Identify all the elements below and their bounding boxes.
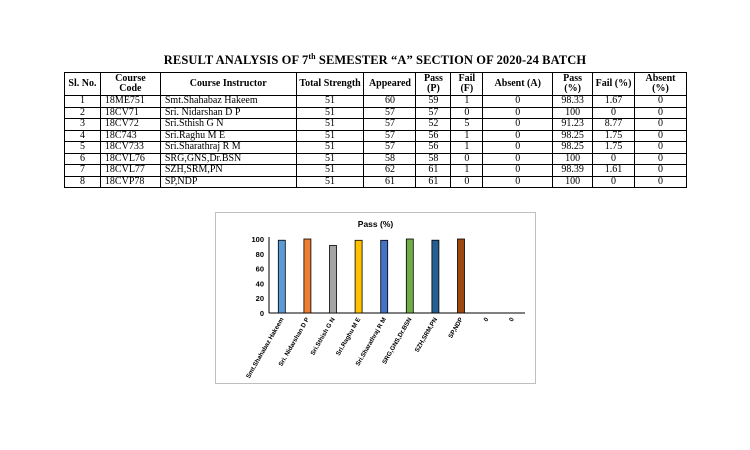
table-cell: 56 [416,142,451,154]
pass-percentage-chart [215,212,536,384]
table-row [65,107,687,119]
table-cell: 1 [451,165,483,177]
table-cell: 2 [65,107,101,119]
page-title: RESULT ANALYSIS OF 7th SEMESTER “A” SECTION OF 2020-24 BATCH [163,52,587,68]
table-cell: Sri.Sthish G N [160,119,296,131]
x-tick-label: SZH,SRM,PN [413,316,440,354]
x-tick-label: Sri.Sharathraj R M [354,316,388,368]
x-tick-label: Smt.Shahabaz Hakeem [244,316,286,380]
table-cell: 1 [451,130,483,142]
table-cell: 8.77 [593,119,635,131]
table-cell: 0 [635,176,687,188]
table-row [65,96,687,108]
table-cell: 0 [635,142,687,154]
table-cell: 0 [483,176,553,188]
table-cell: 0 [593,176,635,188]
table-cell: 51 [296,130,364,142]
table-cell: 1.67 [593,96,635,108]
chart-title: Pass (%) [357,219,394,229]
table-cell: 61 [416,176,451,188]
table-header-row [65,73,687,96]
table-row [65,153,687,165]
result-table [64,72,687,188]
table-cell: 98.25 [553,142,593,154]
table-cell: 61 [416,165,451,177]
table-cell: 60 [364,96,416,108]
table-cell: 18ME751 [100,96,160,108]
table-cell: 18CVL76 [100,153,160,165]
table-cell: 0 [483,96,553,108]
table-cell: 51 [296,119,364,131]
table-cell: 98.39 [553,165,593,177]
table-cell: 51 [296,153,364,165]
column-header: Pass (%) [553,73,593,96]
bar-1 [278,240,285,313]
table-cell: 0 [483,107,553,119]
table-cell: 6 [65,153,101,165]
bar-4 [355,240,362,313]
table-cell: 0 [483,165,553,177]
table-cell: 51 [296,176,364,188]
table-cell: 5 [451,119,483,131]
y-tick-label: 100 [251,235,264,244]
x-tick-label: SP,NDP [447,316,465,340]
chart-plot [216,213,535,383]
table-cell: 58 [364,153,416,165]
bar-8 [458,239,465,313]
table-cell: 62 [364,165,416,177]
table-cell: 7 [65,165,101,177]
table-cell: 1 [65,96,101,108]
table-cell: 0 [635,96,687,108]
table-cell: 57 [364,130,416,142]
table-cell: 100 [553,153,593,165]
table-cell: 1.75 [593,130,635,142]
table-cell: 57 [416,107,451,119]
table-cell: 0 [635,153,687,165]
table-cell: 100 [553,176,593,188]
table-cell: 51 [296,107,364,119]
table-cell: 18CVP78 [100,176,160,188]
table-cell: 59 [416,96,451,108]
column-header: Pass (P) [416,73,451,96]
bar-6 [406,239,413,313]
table-cell: 0 [593,107,635,119]
column-header: Course Instructor [160,73,296,96]
table-row [65,142,687,154]
table-cell: Sri.Raghu M E [160,130,296,142]
table-cell: 3 [65,119,101,131]
table-cell: 58 [416,153,451,165]
table-cell: 0 [635,119,687,131]
table-cell: 1 [451,96,483,108]
table-cell: 0 [483,153,553,165]
table-cell: 18C743 [100,130,160,142]
table-cell: 18CV72 [100,119,160,131]
x-tick-label: 0 [508,316,516,324]
table-cell: Sri.Sharathraj R M [160,142,296,154]
table-cell: 1.75 [593,142,635,154]
x-tick-label: SRG,GNS,Dr.BSN [381,316,414,366]
table-row [65,119,687,131]
column-header: Fail (F) [451,73,483,96]
table-row [65,165,687,177]
table-cell: 51 [296,142,364,154]
table-cell: 56 [416,130,451,142]
bar-7 [432,240,439,313]
table-cell: 5 [65,142,101,154]
table-cell: SZH,SRM,PN [160,165,296,177]
table-cell: 52 [416,119,451,131]
x-tick-label: 0 [482,316,491,324]
bar-3 [330,245,337,313]
y-tick-label: 0 [259,309,264,318]
table-cell: 0 [451,107,483,119]
table-cell: Sri. Nidarshan D P [160,107,296,119]
y-tick-label: 80 [255,249,264,259]
table-cell: SP,NDP [160,176,296,188]
table-cell: 0 [483,119,553,131]
table-row [65,176,687,188]
table-cell: 0 [635,130,687,142]
table-cell: 0 [451,176,483,188]
table-cell: SRG,GNS,Dr.BSN [160,153,296,165]
table-cell: 0 [483,142,553,154]
column-header: Total Strength [296,73,364,96]
y-tick-label: 20 [255,294,264,304]
x-tick-label: Sri.Raghu M E [334,316,363,357]
table-cell: 18CVL77 [100,165,160,177]
table-cell: 0 [635,165,687,177]
table-cell: 51 [296,96,364,108]
bar-5 [381,240,388,313]
column-header: Absent (A) [483,73,553,96]
table-cell: 57 [364,142,416,154]
table-cell: 0 [451,153,483,165]
table-cell: 1.61 [593,165,635,177]
table-cell: 91.23 [553,119,593,131]
x-tick-label: Sri. Nidarshan D P [277,316,312,368]
table-cell: 1 [451,142,483,154]
bar-2 [304,239,311,313]
table-cell: 51 [296,165,364,177]
table-cell: 8 [65,176,101,188]
column-header: Course Code [100,73,160,96]
table-cell: 18CV71 [100,107,160,119]
y-tick-label: 40 [255,279,264,289]
table-cell: 0 [593,153,635,165]
x-tick-label: Sri.Sthish G N [309,316,337,357]
column-header: Fail (%) [593,73,635,96]
y-tick-label: 60 [255,264,264,274]
table-row [65,130,687,142]
table-cell: 57 [364,119,416,131]
table-cell: 98.33 [553,96,593,108]
column-header: Absent (%) [635,73,687,96]
table-cell: 4 [65,130,101,142]
table-cell: 0 [635,107,687,119]
table-cell: 61 [364,176,416,188]
column-header: Sl. No. [65,73,101,96]
table-cell: 57 [364,107,416,119]
table-cell: 0 [483,130,553,142]
column-header: Appeared [364,73,416,96]
table-body [65,96,687,188]
table-cell: Smt.Shahabaz Hakeem [160,96,296,108]
table-cell: 18CV733 [100,142,160,154]
table-cell: 98.25 [553,130,593,142]
table-cell: 100 [553,107,593,119]
